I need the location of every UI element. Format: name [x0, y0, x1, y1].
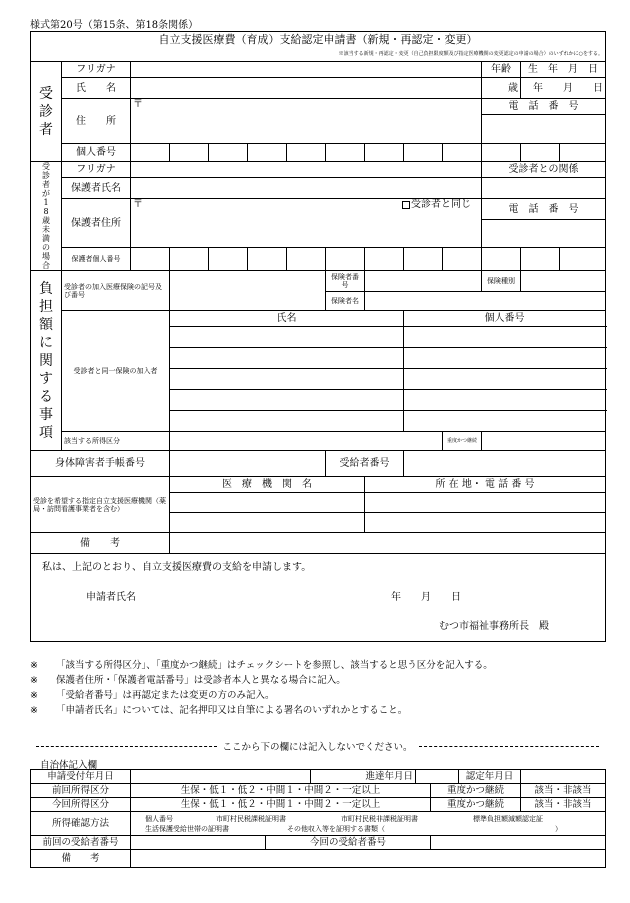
digit-box[interactable] [560, 144, 606, 162]
prev-income-label: 前回所得区分 [31, 784, 131, 798]
postal-mark: 〒 [133, 99, 143, 110]
divider [30, 739, 605, 753]
member-number-field[interactable] [404, 327, 606, 348]
digit-box[interactable] [209, 248, 248, 271]
curr-income-options: 生保・低１・低２・中間１・中間２・一定以上 [131, 798, 431, 812]
approved-date-field [521, 770, 606, 784]
digit-box[interactable] [287, 248, 326, 271]
relation-field[interactable] [482, 178, 606, 199]
guardian-furigana-label: フリガナ [62, 162, 131, 178]
prev-severe-label: 重度かつ継続 [431, 784, 521, 798]
doc-item: その他収入等を証明する書類（ [287, 825, 385, 833]
approved-date-label: 認定年月日 [459, 770, 521, 784]
digit-box[interactable] [560, 248, 606, 271]
note-mark: ※ [30, 690, 38, 701]
divider-text: ここから下の欄には記入しないでください。 [222, 742, 413, 753]
note-mark: ※ [30, 705, 38, 716]
digit-box[interactable] [443, 248, 482, 271]
insurance-type-label: 保険種別 [482, 271, 521, 292]
severe-label: 重度かつ継続 [443, 432, 482, 451]
prev-recipient-field [131, 836, 266, 850]
insurance-symbol-label: 受診者の加入医療保険の記号及び番号 [62, 271, 170, 311]
digit-box[interactable] [326, 248, 365, 271]
note-item [30, 658, 610, 673]
digit-box[interactable] [131, 144, 170, 162]
insurance-symbol-field[interactable] [170, 271, 326, 311]
application-table [30, 31, 606, 642]
note-item [30, 673, 610, 688]
guardian-name-field[interactable] [131, 178, 482, 199]
admin-table [30, 769, 606, 868]
declaration-text: 私は、上記のとおり、自立支援医療費の支給を申請します。 [42, 562, 312, 573]
guardian-section-label: 受 診 者 が 1 8 歳 未 満 の 場 合 [31, 162, 62, 271]
postal-mark: 〒 [133, 199, 143, 210]
digit-box[interactable] [248, 248, 287, 271]
member-name-field[interactable] [170, 390, 404, 411]
facility-address-header: 所 在 地・ 電 話 番 号 [365, 477, 606, 493]
declaration-block [31, 554, 606, 642]
income-check-label: 所得確認方法 [31, 812, 131, 836]
burden-section-label: 負 担 額 に 関 す る 事 項 [31, 271, 62, 451]
curr-severe-options: 該当・非該当 [521, 798, 606, 812]
patient-name-field[interactable] [131, 78, 482, 99]
patient-age-label: 年齢 [482, 62, 521, 78]
digit-box[interactable] [287, 144, 326, 162]
income-class-label: 該当する所得区分 [62, 432, 170, 451]
insurer-name-label: 保険者名 [326, 292, 365, 311]
digit-box[interactable] [482, 144, 521, 162]
progress-date-field [416, 770, 459, 784]
insurer-number-label: 保険者番号 [326, 271, 365, 292]
digit-box[interactable] [443, 144, 482, 162]
guardian-address-label: 保護者住所 [62, 199, 131, 248]
prev-recipient-label: 前回の受給者番号 [31, 836, 131, 850]
facility-name-header: 医 療 機 関 名 [170, 477, 365, 493]
member-name-field[interactable] [170, 411, 404, 432]
note-item [30, 703, 610, 718]
guardian-individual-number-label: 保護者個人番号 [62, 248, 131, 271]
note-item [30, 688, 610, 703]
applicant-name-label: 申請者氏名 [86, 592, 136, 603]
curr-recipient-field [431, 836, 606, 850]
patient-furigana-field[interactable] [131, 62, 482, 78]
facility-name-field[interactable] [170, 513, 365, 533]
doc-item: 市町村民税非課税証明書 [341, 815, 418, 823]
guardian-name-label: 保護者氏名 [62, 178, 131, 199]
digit-box[interactable] [404, 248, 443, 271]
same-as-patient-option[interactable]: 受診者と同じ [402, 199, 471, 210]
note-text: 保護者住所・「保護者電話番号」は受診者本人と異なる場合に記入。 [56, 675, 346, 686]
admin-caption: 自治体記入欄 [40, 760, 98, 771]
digit-box[interactable] [170, 248, 209, 271]
same-insurance-label: 受診者と同一保険の加入者 [62, 311, 170, 432]
patient-birth-date[interactable]: 年 月 日 [521, 78, 606, 99]
prev-income-options: 生保・低１・低２・中間１・中間２・一定以上 [131, 784, 431, 798]
doc-item: 生活保護受給世帯の証明書 [145, 825, 229, 833]
doc-item: 市町村民税課税証明書 [216, 815, 286, 823]
digit-box[interactable] [248, 144, 287, 162]
progress-date-label: 進達年月日 [364, 770, 416, 784]
form-number: 様式第20号（第15条、第18条関係） [30, 20, 199, 31]
patient-individual-number-label: 個人番号 [62, 144, 131, 162]
recipient-number-label: 受給者番号 [326, 451, 404, 477]
members-col-name: 氏名 [170, 311, 404, 327]
note-text: 「受給者番号」は再認定または変更の方のみ記入。 [56, 690, 275, 701]
patient-address-label: 住 所 [62, 99, 131, 144]
digit-box[interactable] [131, 248, 170, 271]
members-col-number: 個人番号 [404, 311, 606, 327]
patient-birth-label: 生 年 月 日 [521, 62, 606, 78]
note-text: 「申請者氏名」については、記名押印又は自筆による署名のいずれかとすること。 [56, 705, 408, 716]
guardian-furigana-field[interactable] [131, 162, 482, 178]
member-number-field[interactable] [404, 369, 606, 390]
facility-address-field[interactable] [365, 493, 606, 513]
guardian-phone-label: 電 話 番 号 [482, 199, 606, 220]
insurance-type-field[interactable] [521, 271, 606, 292]
insurer-number-field[interactable] [365, 271, 482, 292]
patient-name-label: 氏 名 [62, 78, 131, 99]
guardian-address-field[interactable] [131, 199, 482, 248]
doc-item: ） [555, 825, 562, 833]
patient-age-unit[interactable]: 歳 [482, 78, 521, 99]
doc-item: 個人番号 [145, 815, 173, 823]
digit-box[interactable] [365, 248, 404, 271]
facility-label: 受診を希望する指定自立支援医療機関（薬局・訪問看護事業者を含む） [31, 477, 170, 533]
addressee: むつ市福祉事務所長 殿 [439, 621, 549, 632]
remarks-label: 備 考 [31, 533, 170, 554]
income-check-docs [131, 812, 606, 836]
digit-box[interactable] [209, 144, 248, 162]
patient-phone-field[interactable] [482, 115, 606, 144]
patient-furigana-label: フリガナ [62, 62, 131, 78]
digit-box[interactable] [365, 144, 404, 162]
received-date-field [131, 770, 311, 784]
form-title: 自立支援医療費（育成）支給認定申請書（新規・再認定・変更） [31, 32, 606, 48]
member-number-field[interactable] [404, 411, 606, 432]
income-class-field[interactable] [170, 432, 443, 451]
curr-severe-label: 重度かつ継続 [431, 798, 521, 812]
handbook-field[interactable] [170, 451, 326, 477]
note-mark: ※ [30, 660, 38, 671]
member-name-field[interactable] [170, 348, 404, 369]
doc-item: 標準負担額減額認定証 [473, 815, 543, 823]
guardian-phone-field[interactable] [482, 220, 606, 248]
checkbox-icon[interactable] [402, 201, 410, 209]
digit-box[interactable] [326, 144, 365, 162]
application-date[interactable]: 年 月 日 [391, 592, 461, 603]
notes-list [30, 658, 610, 718]
insurer-name-field[interactable] [365, 292, 606, 311]
facility-address-field[interactable] [365, 513, 606, 533]
digit-box[interactable] [521, 248, 560, 271]
patient-address-field[interactable] [131, 99, 482, 144]
recipient-number-field[interactable] [404, 451, 606, 477]
digit-box[interactable] [482, 248, 521, 271]
digit-box[interactable] [521, 144, 560, 162]
dashed-line [36, 746, 217, 747]
severe-field[interactable] [482, 432, 606, 451]
digit-box[interactable] [170, 144, 209, 162]
relation-label: 受診者との関係 [482, 162, 606, 178]
note-text: 「該当する所得区分」、「重度かつ継続」はチェックシートを参照し、該当すると思う区分を記入する。 [56, 660, 493, 671]
facility-name-field[interactable] [170, 493, 365, 513]
member-name-field[interactable] [170, 327, 404, 348]
received-date-label: 申請受付年月日 [31, 770, 131, 784]
member-number-field[interactable] [404, 390, 606, 411]
patient-section-label: 受 診 者 [31, 62, 62, 162]
curr-income-label: 今回所得区分 [31, 798, 131, 812]
title-note: ※該当する新規・再認定・変更（自己負担限度額及び指定医療機関の変更認定の申請の場合）のいずれかに○をする。 [31, 48, 606, 62]
member-number-field[interactable] [404, 348, 606, 369]
dashed-line [419, 746, 600, 747]
handbook-label: 身体障害者手帳番号 [31, 451, 170, 477]
note-mark: ※ [30, 675, 38, 686]
admin-remarks-label: 備 考 [31, 850, 131, 868]
remarks-field[interactable] [170, 533, 606, 554]
patient-phone-label: 電 話 番 号 [482, 99, 606, 115]
member-name-field[interactable] [170, 369, 404, 390]
admin-remarks-field [131, 850, 606, 868]
prev-severe-options: 該当・非該当 [521, 784, 606, 798]
digit-box[interactable] [404, 144, 443, 162]
curr-recipient-label: 今回の受給者番号 [266, 836, 431, 850]
progress-date-label-cell [311, 770, 364, 784]
